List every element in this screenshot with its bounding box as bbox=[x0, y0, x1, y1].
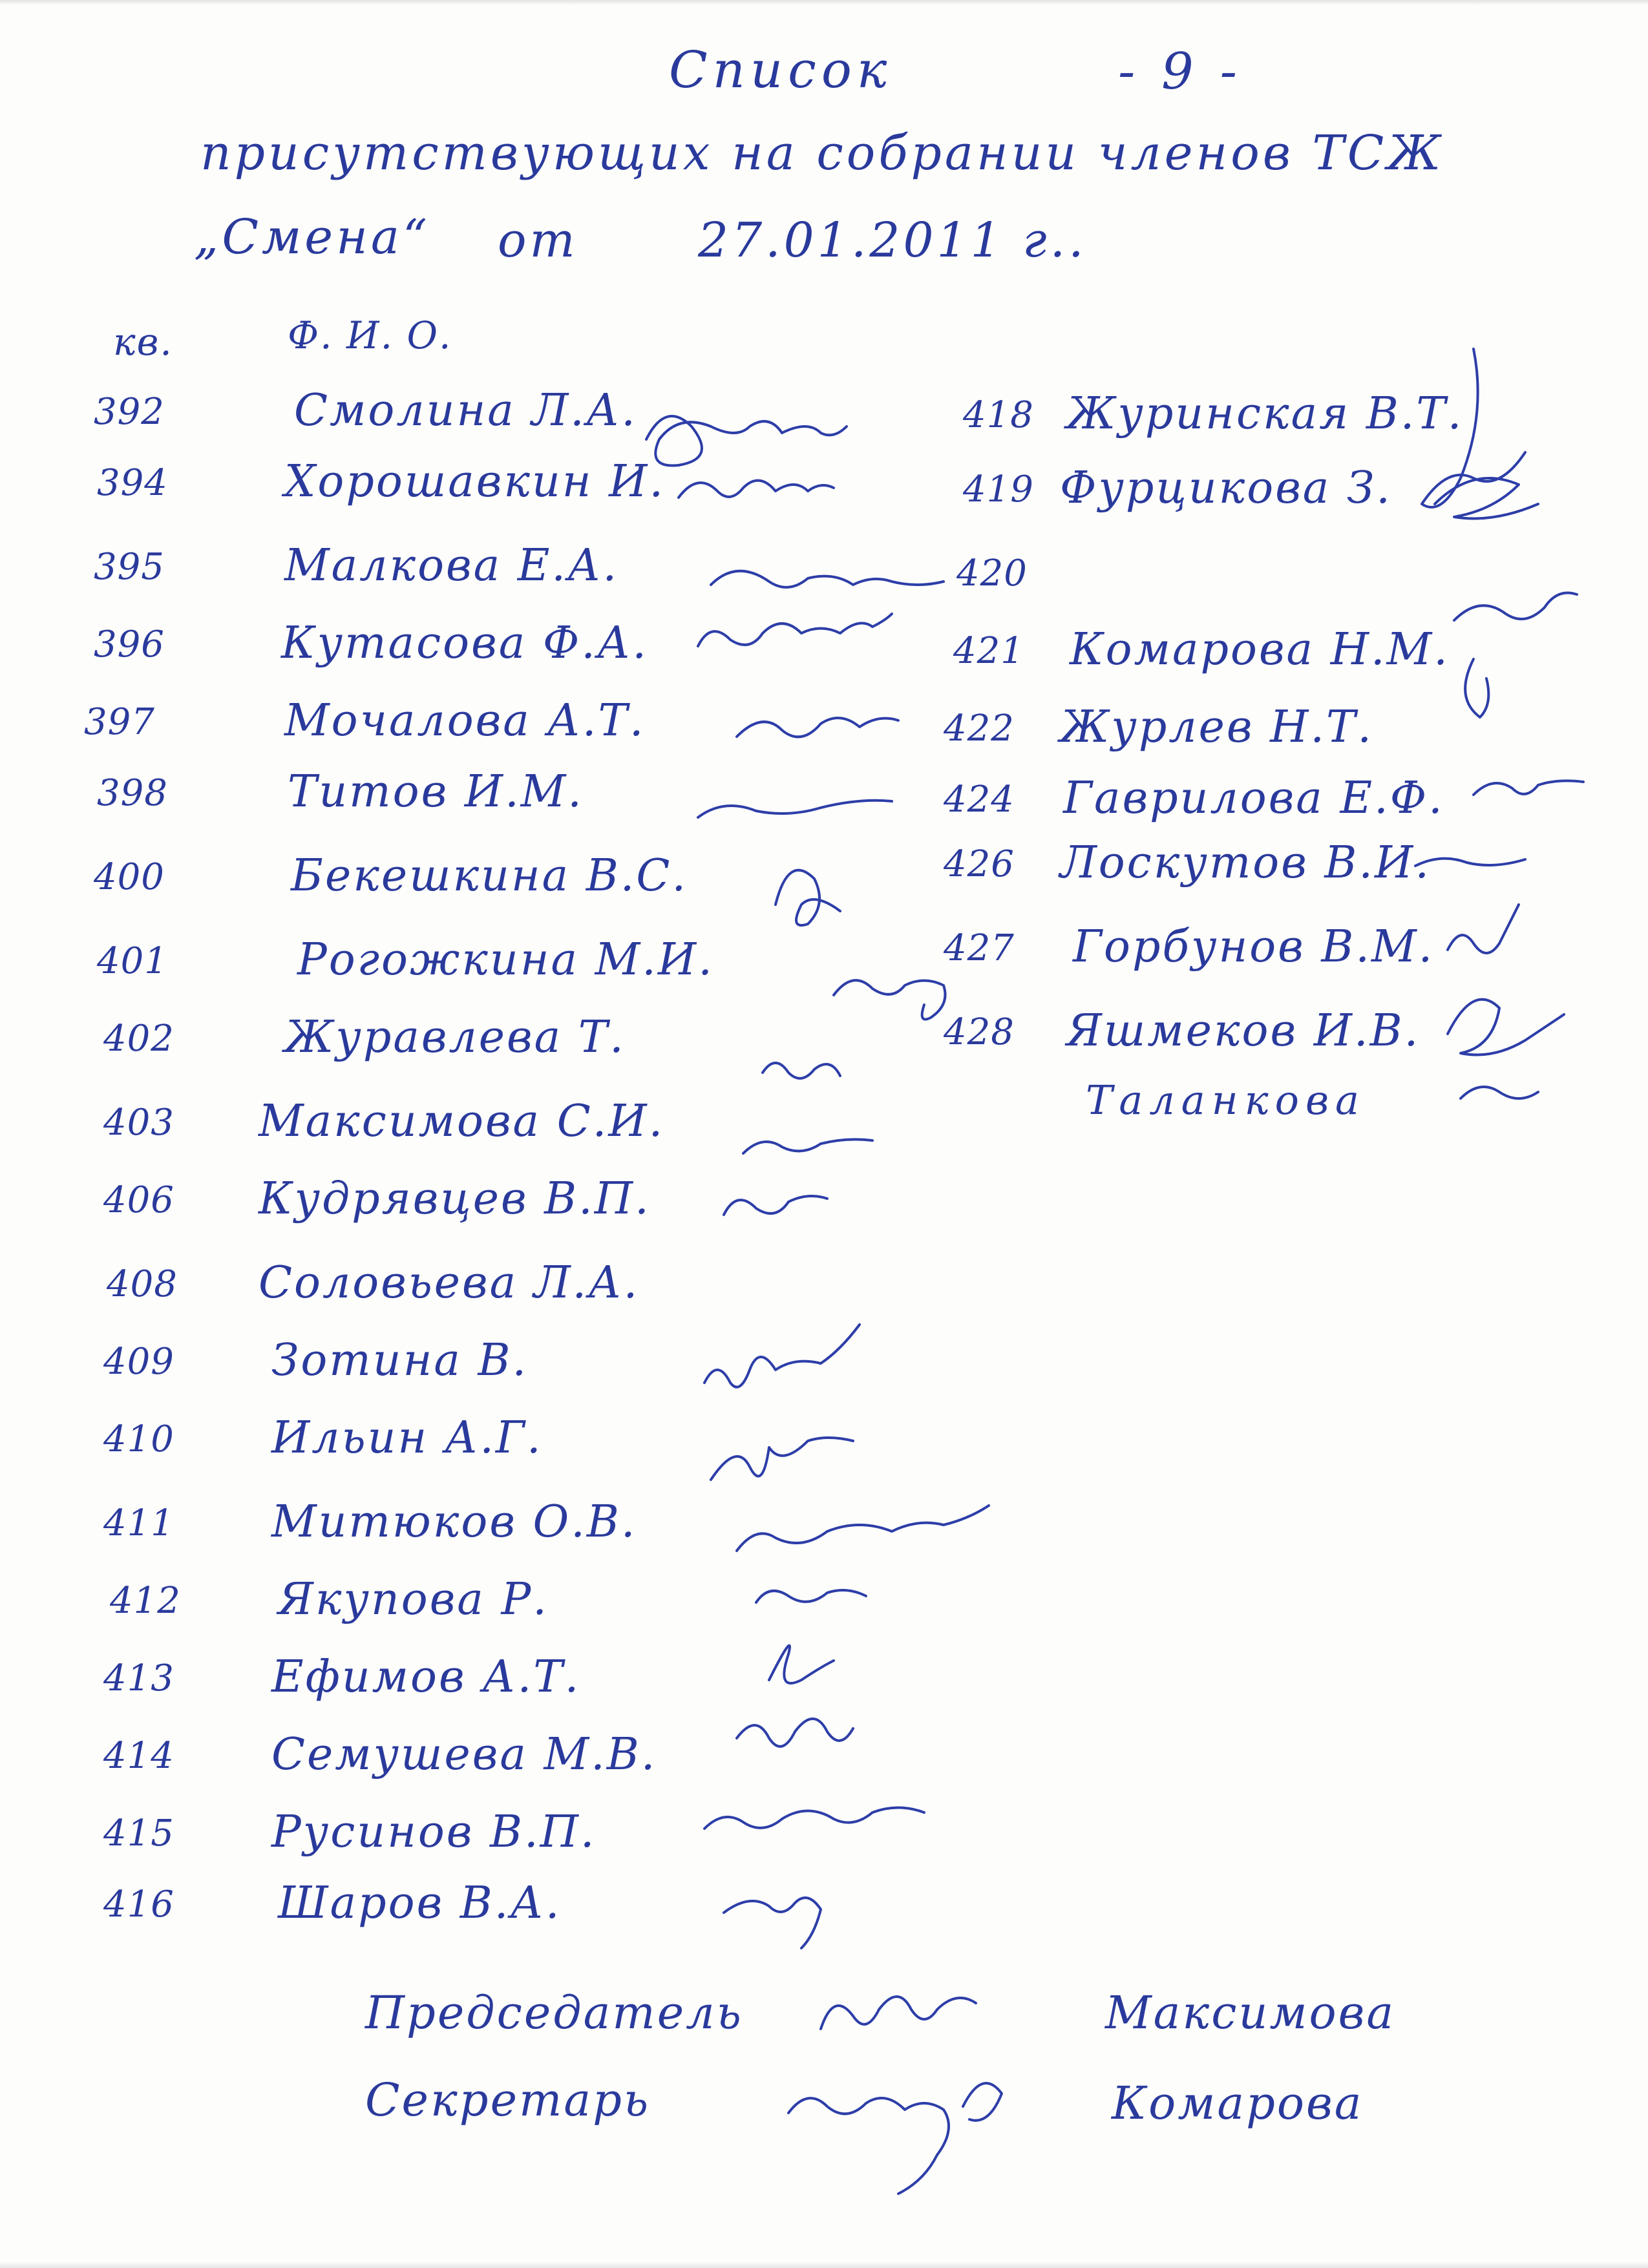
attendee-name: Максимова С.И. bbox=[259, 1096, 665, 1147]
apartment-number: 427 bbox=[944, 927, 1015, 969]
apartment-number: 416 bbox=[103, 1884, 174, 1926]
secretary-label: Секретарь bbox=[365, 2074, 651, 2126]
apartment-number: 414 bbox=[103, 1735, 174, 1777]
apartment-number: 401 bbox=[97, 940, 168, 982]
scan-bottom-edge bbox=[0, 2262, 1648, 2268]
attendee-name: Титов И.М. bbox=[288, 766, 584, 817]
attendee-name: Кутасова Ф.А. bbox=[281, 618, 649, 669]
attendee-name: Хорошавкин И. bbox=[284, 456, 666, 507]
apartment-number: 428 bbox=[944, 1011, 1015, 1053]
document-title: Список bbox=[669, 41, 893, 100]
meeting-date: 27.01.2011 г.. bbox=[698, 213, 1087, 268]
attendee-name: Смолина Л.А. bbox=[294, 385, 637, 436]
attendee-name: Ефимов А.Т. bbox=[271, 1652, 581, 1703]
apartment-number: 392 bbox=[94, 391, 165, 433]
attendee-name: Лоскутов В.И. bbox=[1060, 837, 1431, 888]
attendee-name: Комарова Н.М. bbox=[1070, 624, 1450, 675]
attendee-name: Журлев Н.Т. bbox=[1060, 702, 1373, 753]
apartment-number: 410 bbox=[103, 1418, 174, 1460]
apartment-number: 408 bbox=[107, 1263, 178, 1305]
attendee-name: Журавлева Т. bbox=[284, 1012, 626, 1063]
attendee-name: Фурцикова З. bbox=[1060, 463, 1392, 514]
apartment-number: 411 bbox=[103, 1502, 174, 1544]
attendee-name: Мочалова А.Т. bbox=[284, 695, 646, 746]
attendee-name: Кудрявцев В.П. bbox=[259, 1173, 651, 1224]
apartment-number: 396 bbox=[94, 624, 165, 666]
apartment-number: 409 bbox=[103, 1341, 174, 1383]
apartment-column-header: кв. bbox=[113, 320, 173, 364]
apartment-number: 395 bbox=[94, 546, 165, 588]
chairman-label: Председатель bbox=[365, 1986, 743, 2039]
apartment-number: 400 bbox=[94, 856, 165, 898]
apartment-number: 398 bbox=[97, 772, 168, 814]
attendee-name: Яшмеков И.В. bbox=[1066, 1005, 1421, 1056]
apartment-number: 413 bbox=[103, 1657, 174, 1699]
apartment-number: 402 bbox=[103, 1018, 174, 1060]
attendee-name: Соловьева Л.А. bbox=[259, 1257, 640, 1308]
apartment-number: 421 bbox=[953, 630, 1024, 672]
attendee-name: Шаров В.А. bbox=[278, 1878, 562, 1929]
attendee-name: Рогожкина М.И. bbox=[297, 934, 714, 985]
apartment-number: 403 bbox=[103, 1102, 174, 1144]
attendee-name: Малкова Е.А. bbox=[284, 540, 619, 591]
date-prefix: от bbox=[498, 213, 578, 268]
apartment-number: 412 bbox=[110, 1580, 181, 1622]
association-name: „Смена“ bbox=[194, 209, 430, 265]
attendee-name: Гаврилова Е.Ф. bbox=[1063, 773, 1444, 824]
apartment-number: 420 bbox=[956, 552, 1028, 594]
attendee-name: Семушева М.В. bbox=[271, 1729, 657, 1780]
attendee-name: Зотина В. bbox=[271, 1335, 529, 1386]
attendee-name: Бекешкина В.С. bbox=[291, 850, 688, 901]
page-number: - 9 - bbox=[1118, 43, 1242, 101]
apartment-number: 424 bbox=[944, 779, 1015, 821]
apartment-number: 397 bbox=[84, 701, 155, 743]
attendee-name: Русинов В.П. bbox=[271, 1807, 597, 1858]
attendee-name: Якупова Р. bbox=[278, 1574, 549, 1625]
fullname-column-header: Ф. И. О. bbox=[288, 313, 452, 357]
attendee-name: Горбунов В.М. bbox=[1073, 921, 1435, 972]
attendee-name: Ильин А.Г. bbox=[271, 1412, 543, 1464]
subtitle-line-1: присутствующих на собрании членов ТСЖ bbox=[200, 125, 1444, 181]
apartment-number: 426 bbox=[944, 843, 1015, 885]
apartment-number: 419 bbox=[963, 468, 1034, 510]
apartment-number: 422 bbox=[944, 708, 1015, 750]
attendee-name: Митюков О.В. bbox=[271, 1496, 637, 1548]
secretary-name: Комарова bbox=[1112, 2077, 1364, 2130]
attendee-name: Таланкова bbox=[1086, 1076, 1366, 1124]
chairman-name: Максимова bbox=[1105, 1986, 1396, 2039]
attendee-name: Журинская В.Т. bbox=[1066, 388, 1464, 439]
apartment-number: 406 bbox=[103, 1179, 174, 1221]
apartment-number: 418 bbox=[963, 394, 1034, 436]
apartment-number: 394 bbox=[97, 462, 168, 504]
apartment-number: 415 bbox=[103, 1812, 174, 1854]
